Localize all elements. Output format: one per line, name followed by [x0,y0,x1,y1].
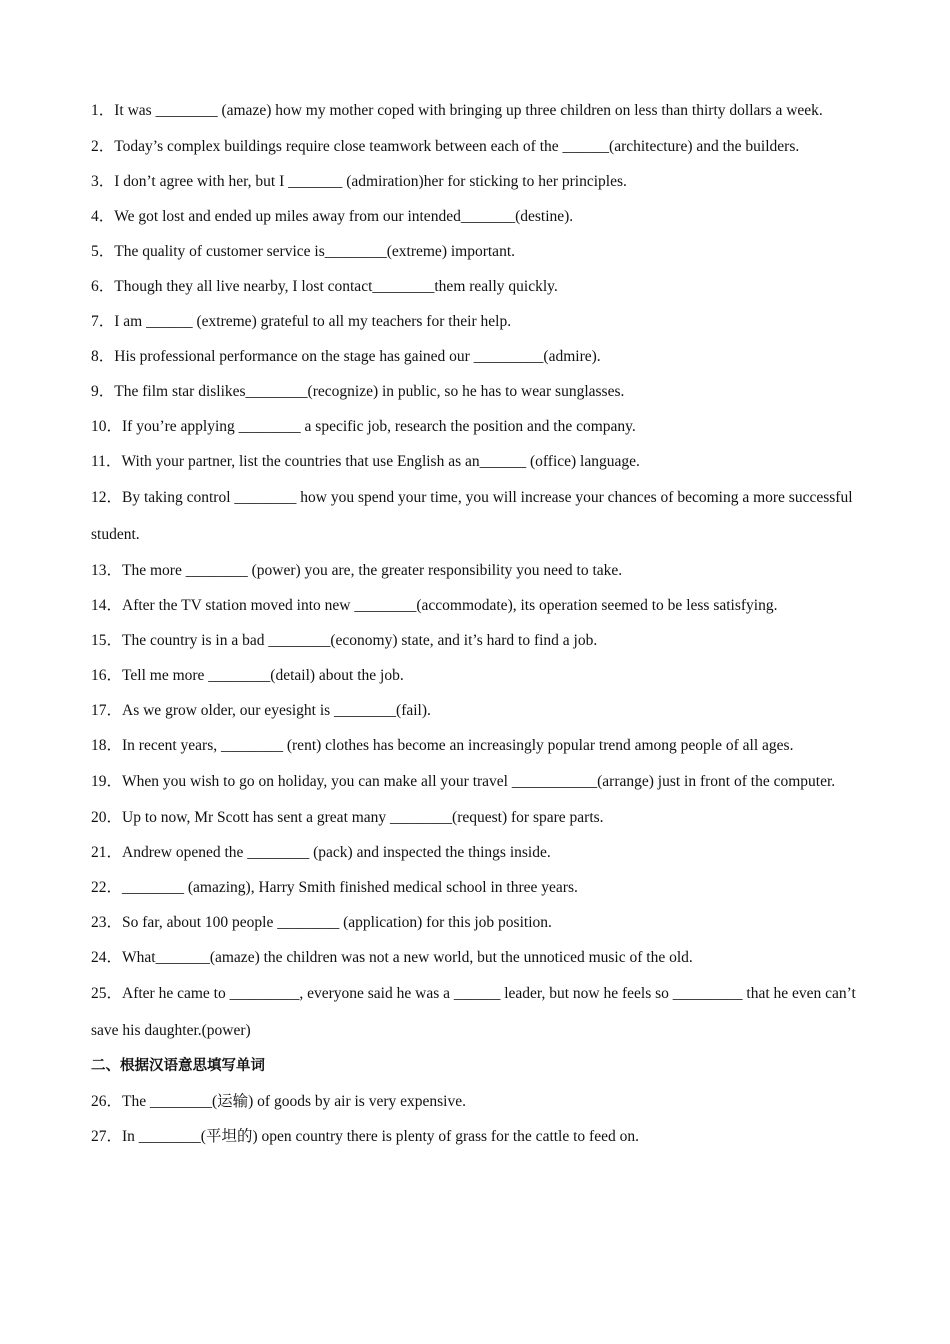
question-text: In ________(平坦的) open country there is plenty of grass for the cattle to feed on. [122,1128,639,1145]
question-text: So far, about 100 people ________ (application) for this job position. [122,914,552,931]
question-number: 6． [91,278,115,295]
question-number: 21． [91,844,123,861]
question-item [91,1119,861,1154]
question-number: 4． [91,208,115,225]
question-text: Though they all live nearby, I lost contact________them really quickly. [114,278,558,295]
question-text: His professional performance on the stage has gained our _________(admire). [114,348,601,365]
question-number: 20． [91,809,123,826]
question-number: 1． [91,102,115,119]
question-item [91,409,861,444]
question-item [91,199,861,234]
question-text: The quality of customer service is________(extreme) important. [114,243,515,260]
question-item [91,553,861,588]
question-text: The film star dislikes________(recognize) in public, so he has to wear sunglasses. [114,383,625,400]
question-item [91,92,861,129]
question-number: 23． [91,914,123,931]
question-item [91,234,861,269]
question-item [91,129,861,164]
question-number: 26． [91,1093,123,1110]
question-item [91,763,861,800]
question-number: 7． [91,313,115,330]
section-heading: 二、根据汉语意思填写单词 [91,1058,265,1074]
question-text: Tell me more ________(detail) about the job. [122,667,404,684]
question-text: What_______(amaze) the children was not a new world, but the unnoticed music of the old. [122,949,693,966]
question-number: 8． [91,348,115,365]
question-number: 16． [91,667,123,684]
question-item [91,479,861,553]
question-number: 19． [91,773,123,790]
question-item [91,588,861,623]
question-item [91,304,861,339]
question-item [91,374,861,409]
question-number: 17． [91,702,123,719]
question-text: I don’t agree with her, but I _______ (admiration)her for sticking to her principles. [114,173,627,190]
question-number: 13． [91,562,123,579]
question-item [91,164,861,199]
question-number: 3． [91,173,115,190]
question-item [91,800,861,835]
question-item [91,1084,861,1119]
question-number: 22． [91,879,123,896]
question-text: We got lost and ended up miles away from our intended_______(destine). [114,208,574,225]
question-number: 2． [91,138,115,155]
question-text: ________ (amazing), Harry Smith finished medical school in three years. [122,879,578,896]
question-text: After he came to _________, everyone said he was a ______ leader, but now he feels so _________ that he even can’t save his daughter.(power) [91,985,856,1039]
question-number: 10． [91,418,123,435]
question-number: 11． [91,453,122,470]
question-number: 27． [91,1128,123,1145]
question-number: 12． [91,489,123,506]
question-text: I am ______ (extreme) grateful to all my teachers for their help. [114,313,512,330]
question-text: The country is in a bad ________(economy) state, and it’s hard to find a job. [122,632,598,649]
question-item [91,905,861,940]
question-text: By taking control ________ how you spend your time, you will increase your chances of becoming a more successful student. [91,489,853,543]
question-number: 18． [91,737,123,754]
question-text: Andrew opened the ________ (pack) and inspected the things inside. [122,844,551,861]
question-item [91,870,861,905]
question-text: If you’re applying ________ a specific job, research the position and the company. [122,418,636,435]
question-item [91,940,861,975]
question-item [91,444,861,479]
question-item [91,835,861,870]
question-text: The ________(运输) of goods by air is very expensive. [122,1093,466,1110]
question-number: 14． [91,597,123,614]
question-item [91,728,861,763]
question-text: Today’s complex buildings require close teamwork between each of the ______(architecture) and the builders. [114,138,800,155]
question-item [91,658,861,693]
question-number: 24． [91,949,123,966]
question-text: With your partner, list the countries that use English as an______ (office) language. [121,453,640,470]
question-item [91,269,861,304]
question-number: 9． [91,383,115,400]
question-item [91,339,861,374]
question-number: 25． [91,985,123,1002]
question-text: Up to now, Mr Scott has sent a great many ________(request) for spare parts. [122,809,604,826]
question-item [91,975,861,1049]
question-item [91,693,861,728]
question-list [91,92,861,1154]
question-text: The more ________ (power) you are, the greater responsibility you need to take. [122,562,623,579]
question-text: It was ________ (amaze) how my mother coped with bringing up three children on less than thirty dollars a week. [114,102,823,119]
question-text: As we grow older, our eyesight is ________(fail). [122,702,431,719]
question-number: 15． [91,632,123,649]
question-text: In recent years, ________ (rent) clothes has become an increasingly popular trend among people of all ages. [122,737,794,754]
question-item [91,623,861,658]
question-text: When you wish to go on holiday, you can make all your travel ___________(arrange) just in front of the computer. [122,773,836,790]
question-text: After the TV station moved into new ________(accommodate), its operation seemed to be less satisfying. [122,597,778,614]
question-number: 5． [91,243,115,260]
